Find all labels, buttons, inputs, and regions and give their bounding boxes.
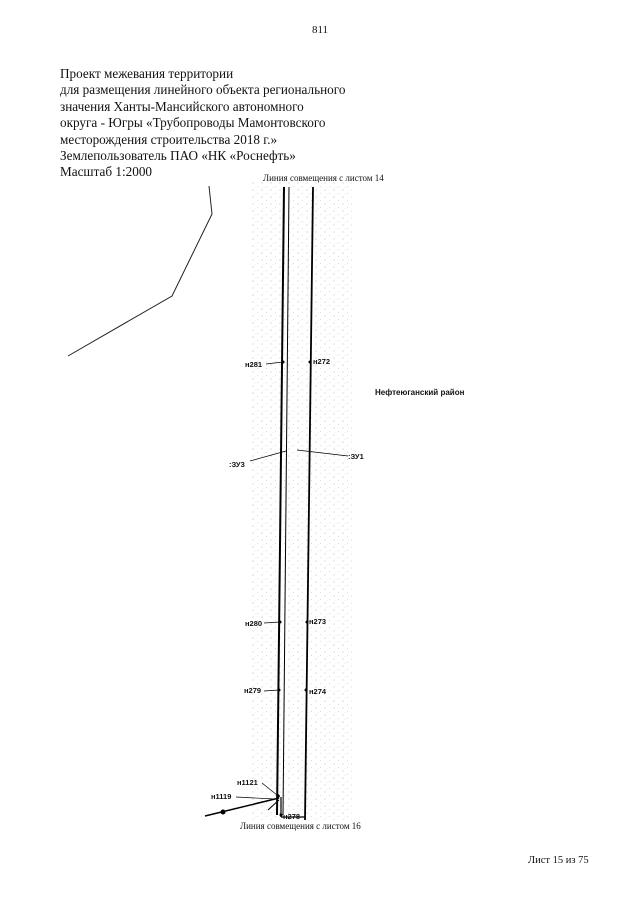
bottom-match-line-label: Линия совмещения с листом 16 [240,821,361,831]
sheet-number: Лист 15 из 75 [528,855,589,866]
point-label-n1119: н1119 [211,792,232,801]
point-label-n273: н273 [309,617,327,626]
point-label-n280: н280 [245,619,263,628]
point-marker [221,810,226,815]
point-label-n278: н278 [283,812,301,821]
point-label-n274: н274 [309,687,327,696]
point-marker [309,361,312,364]
point-label-n1121: н1121 [237,778,258,787]
territory-hatching [252,182,352,820]
title-line: Проект межевания территории [60,66,234,81]
land-user-line: Землепользователь ПАО «НК «Роснефть» [60,148,296,164]
plot-label-zu1: :ЗУ1 [348,452,364,461]
adjacent-boundary [68,186,212,356]
title-line: значения Ханты-Мансийского автономного [60,98,304,114]
point-label-n272: н272 [313,357,331,366]
page-number: 811 [311,24,329,36]
scale-line: Масштаб 1:2000 [60,164,153,180]
plot-label-zu3: :ЗУ3 [229,460,245,469]
point-label-n281: н281 [245,360,263,369]
point-label-n279: н279 [244,686,262,695]
title-line: месторождения строительства 2018 г.» [60,131,278,147]
point-marker [305,689,308,692]
title-line: округа - Югры «Трубопроводы Мамонтовского [60,115,326,131]
top-match-line-label: Линия совмещения с листом 14 [263,173,384,183]
title-line: для размещения линейного объекта регионального [60,82,346,98]
district-label: Нефтеюганский район [375,388,465,397]
